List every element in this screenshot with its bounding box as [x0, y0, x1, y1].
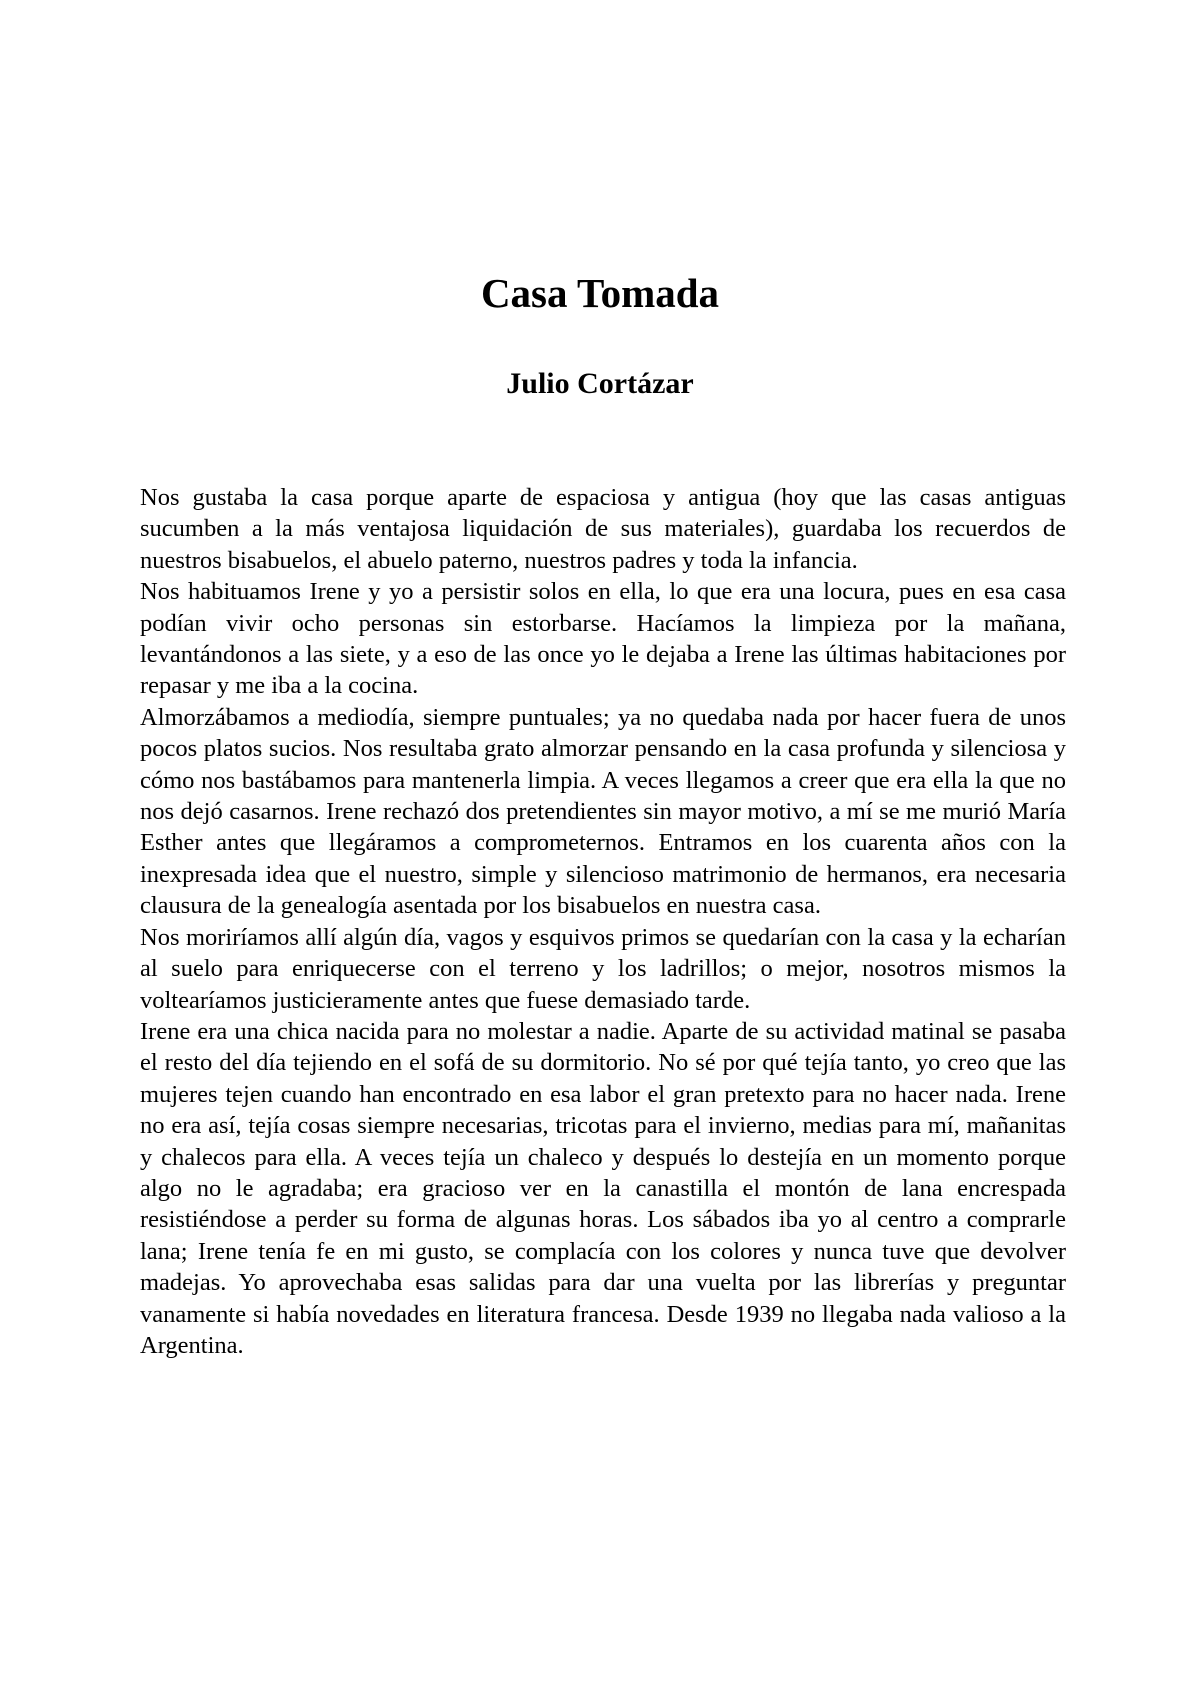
- document-title: Casa Tomada: [480, 270, 720, 316]
- document-author: Julio Cortázar: [506, 367, 694, 400]
- paragraph-5: Irene era una chica nacida para no molestar a nadie. Aparte de su actividad matinal se pasaba el resto del día tejiendo en el sofá de su dormitorio. No sé por qué tejía tanto, yo creo que las mujeres tejen cuando han encontrado en esa labor el gran pretexto para no hacer nada. Irene no era así, tejía cosas siempre necesarias, tricotas para el invierno, medias para mí, mañanitas y chalecos para ella. A veces tejía un chaleco y después lo destejía en un momento porque algo no le agradaba; era gracioso ver en la canastilla el montón de lana encrespada resistiéndose a perder su forma de algunas horas. Los sábados iba yo al centro a comprarle lana; Irene tenía fe en mi gusto, se complacía con los colores y nunca tuve que devolver madejas. Yo aprovechaba esas salidas para dar una vuelta por las librerías y preguntar vanamente si había novedades en literatura francesa. Desde 1939 no llegaba nada valioso a la Argentina.: [140, 1017, 1066, 1359]
- story-body: [140, 482, 1066, 1361]
- paragraph-1: Nos gustaba la casa porque aparte de espaciosa y antigua (hoy que las casas antiguas sucumben a la más ventajosa liquidación de sus materiales), guardaba los recuerdos de nuestros bisabuelos, el abuelo paterno, nuestros padres y toda la infancia.: [140, 484, 1066, 574]
- paragraph-4: Nos moriríamos allí algún día, vagos y esquivos primos se quedarían con la casa y la echarían al suelo para enriquecerse con el terreno y los ladrillos; o mejor, nosotros mismos la voltearíamos justicieramente antes que fuese demasiado tarde.: [140, 923, 1066, 1014]
- paragraph-3: Almorzábamos a mediodía, siempre puntuales; ya no quedaba nada por hacer fuera de unos pocos platos sucios. Nos resultaba grato almorzar pensando en la casa profunda y silenciosa y cómo nos bastábamos para mantenerla limpia. A veces llegamos a creer que era ella la que no nos dejó casarnos. Irene rechazó dos pretendientes sin mayor motivo, a mí se me murió María Esther antes que llegáramos a comprometernos. Entramos en los cuarenta años con la inexpresada idea que el nuestro, simple y silencioso matrimonio de hermanos, era necesaria clausura de la genealogía asentada por los bisabuelos en nuestra casa.: [140, 703, 1066, 920]
- paragraph-2: Nos habituamos Irene y yo a persistir solos en ella, lo que era una locura, pues en esa casa podían vivir ocho personas sin estorbarse. Hacíamos la limpieza por la mañana, levantándonos a las siete, y a eso de las once yo le dejaba a Irene las últimas habitaciones por repasar y me iba a la cocina.: [140, 578, 1066, 700]
